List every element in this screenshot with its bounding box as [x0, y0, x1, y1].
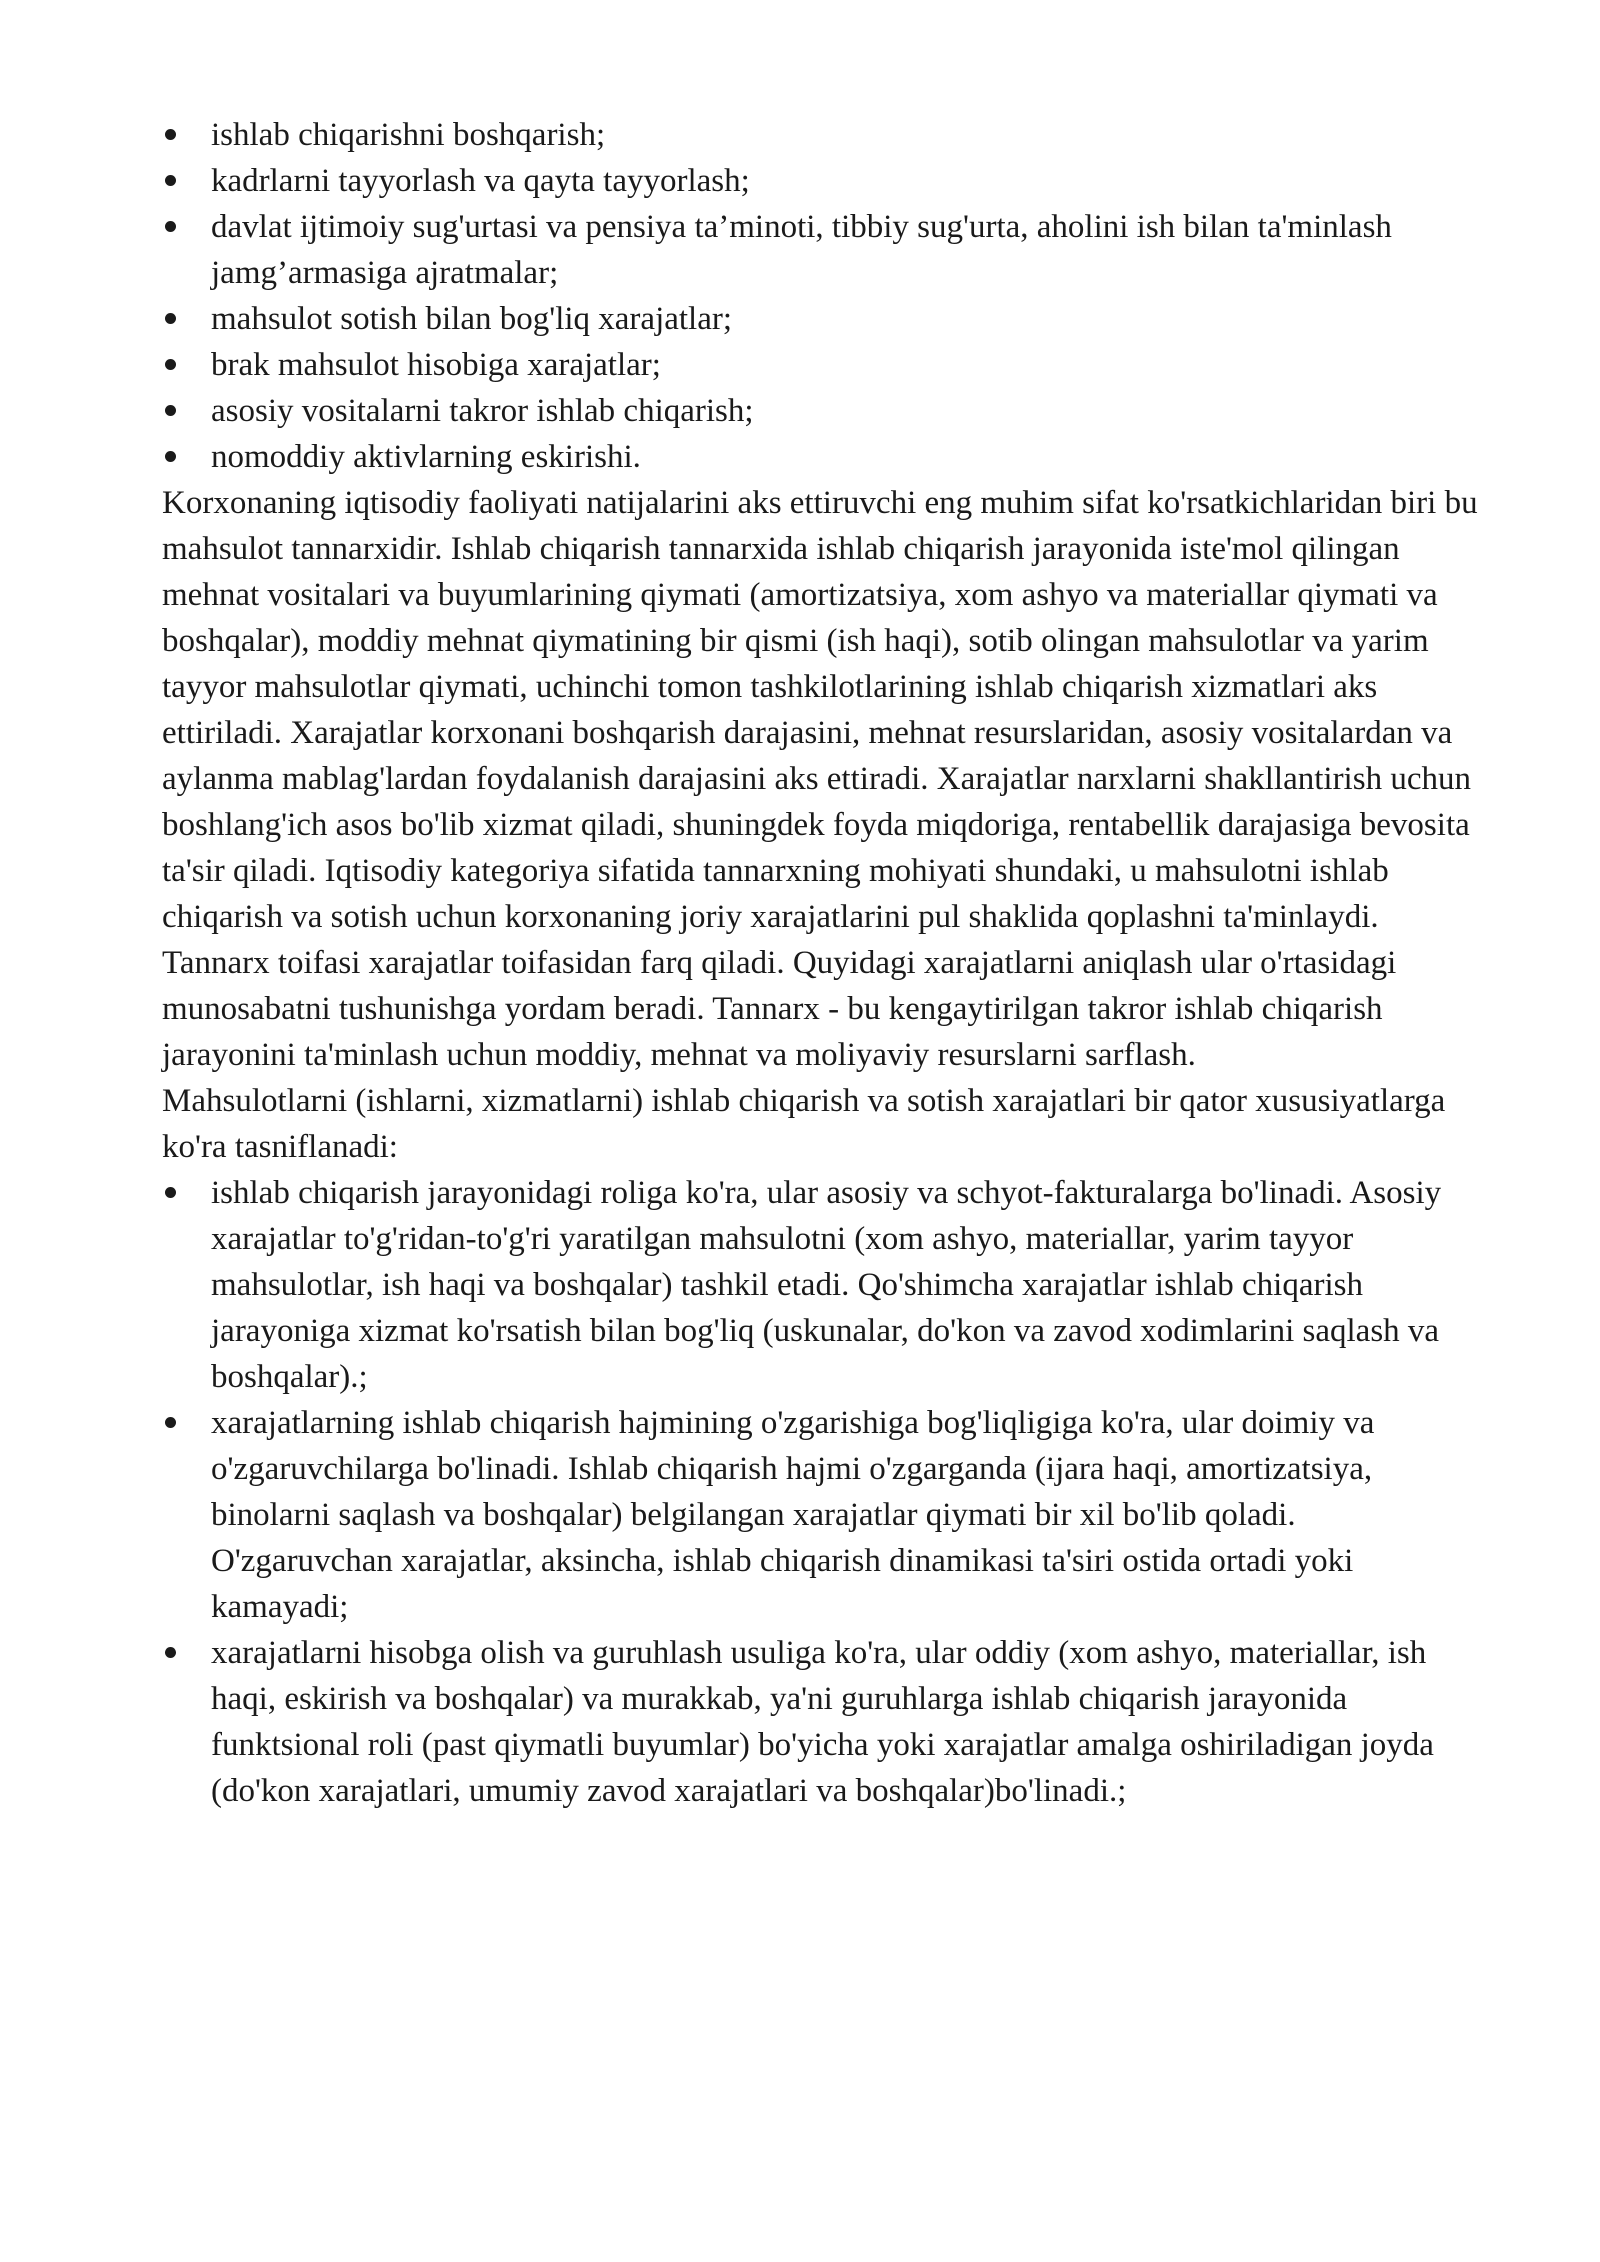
list-item: asosiy vositalarni takror ishlab chiqarish;: [162, 388, 1482, 434]
list-item: ishlab chiqarishni boshqarish;: [162, 112, 1482, 158]
bullet-list-classification: [162, 1170, 1482, 1814]
bullet-list-cost-items: [162, 112, 1482, 480]
list-item: mahsulot sotish bilan bog'liq xarajatlar;: [162, 296, 1482, 342]
paragraph-cost-definition: Korxonaning iqtisodiy faoliyati natijalarini aks ettiruvchi eng muhim sifat ko'rsatkichlaridan biri bu mahsulot tannarxidir. Ishlab chiqarish tannarxida ishlab chiqarish jarayonida iste'mol qilingan mehnat vositalari va buyumlarining qiymati (amortizatsiya, xom ashyo va materiallar qiymati va boshqalar), moddiy mehnat qiymatining bir qismi (ish haqi), sotib olingan mahsulotlar va yarim tayyor mahsulotlar qiymati, uchinchi tomon tashkilotlarining ishlab chiqarish xizmatlari aks ettiriladi. Xarajatlar korxonani boshqarish darajasini, mehnat resurslaridan, asosiy vositalardan va aylanma mablag'lardan foydalanish darajasini aks ettiradi. Xarajatlar narxlarni shakllantirish uchun boshlang'ich asos bo'lib xizmat qiladi, shuningdek foyda miqdoriga, rentabellik darajasiga bevosita ta'sir qiladi. Iqtisodiy kategoriya sifatida tannarxning mohiyati shundaki, u mahsulotni ishlab chiqarish va sotish uchun korxonaning joriy xarajatlarini pul shaklida qoplashni ta'minlaydi.: [162, 485, 1478, 935]
paragraph-classification-intro: Mahsulotlarni (ishlarni, xizmatlarni) ishlab chiqarish va sotish xarajatlari bir qator xususiyatlarga ko'ra tasniflanadi:: [162, 1083, 1446, 1165]
list-item: xarajatlarni hisobga olish va guruhlash usuliga ko'ra, ular oddiy (xom ashyo, materiallar, ish haqi, eskirish va boshqalar) va murakkab, ya'ni guruhlarga ishlab chiqarish jarayonida funktsional roli (past qiymatli buyumlar) bo'yicha yoki xarajatlar amalga oshiriladigan joyda (do'kon xarajatlari, umumiy zavod xarajatlari va boshqalar)bo'linadi.;: [162, 1630, 1482, 1814]
list-item: davlat ijtimoiy sug'urtasi va pensiya ta’minoti, tibbiy sug'urta, aholini ish bilan ta'minlash jamg’armasiga ajratmalar;: [162, 204, 1482, 296]
paragraph-tannarx-category: Tannarx toifasi xarajatlar toifasidan farq qiladi. Quyidagi xarajatlarni aniqlash ular o'rtasidagi munosabatni tushunishga yordam beradi. Tannarx - bu kengaytirilgan takror ishlab chiqarish jarayonini ta'minlash uchun moddiy, mehnat va moliyaviy resurslarni sarflash.: [162, 945, 1397, 1073]
list-item: ishlab chiqarish jarayonidagi roliga ko'ra, ular asosiy va schyot-fakturalarga bo'linadi. Asosiy xarajatlar to'g'ridan-to'g'ri yaratilgan mahsulotni (xom ashyo, materiallar, yarim tayyor mahsulotlar, ish haqi va boshqalar) tashkil etadi. Qo'shimcha xarajatlar ishlab chiqarish jarayoniga xizmat ko'rsatish bilan bog'liq (uskunalar, do'kon va zavod xodimlarini saqlash va boshqalar).;: [162, 1170, 1482, 1400]
list-item: kadrlarni tayyorlash va qayta tayyorlash;: [162, 158, 1482, 204]
list-item: xarajatlarning ishlab chiqarish hajmining o'zgarishiga bog'liqligiga ko'ra, ular doimiy va o'zgaruvchilarga bo'linadi. Ishlab chiqarish hajmi o'zgarganda (ijara haqi, amortizatsiya, binolarni saqlash va boshqalar) belgilangan xarajatlar qiymati bir xil bo'lib qoladi. O'zgaruvchan xarajatlar, aksincha, ishlab chiqarish dinamikasi ta'siri ostida ortadi yoki kamayadi;: [162, 1400, 1482, 1630]
list-item: brak mahsulot hisobiga xarajatlar;: [162, 342, 1482, 388]
list-item: nomoddiy aktivlarning eskirishi.: [162, 434, 1482, 480]
document-page: [162, 112, 1482, 1814]
